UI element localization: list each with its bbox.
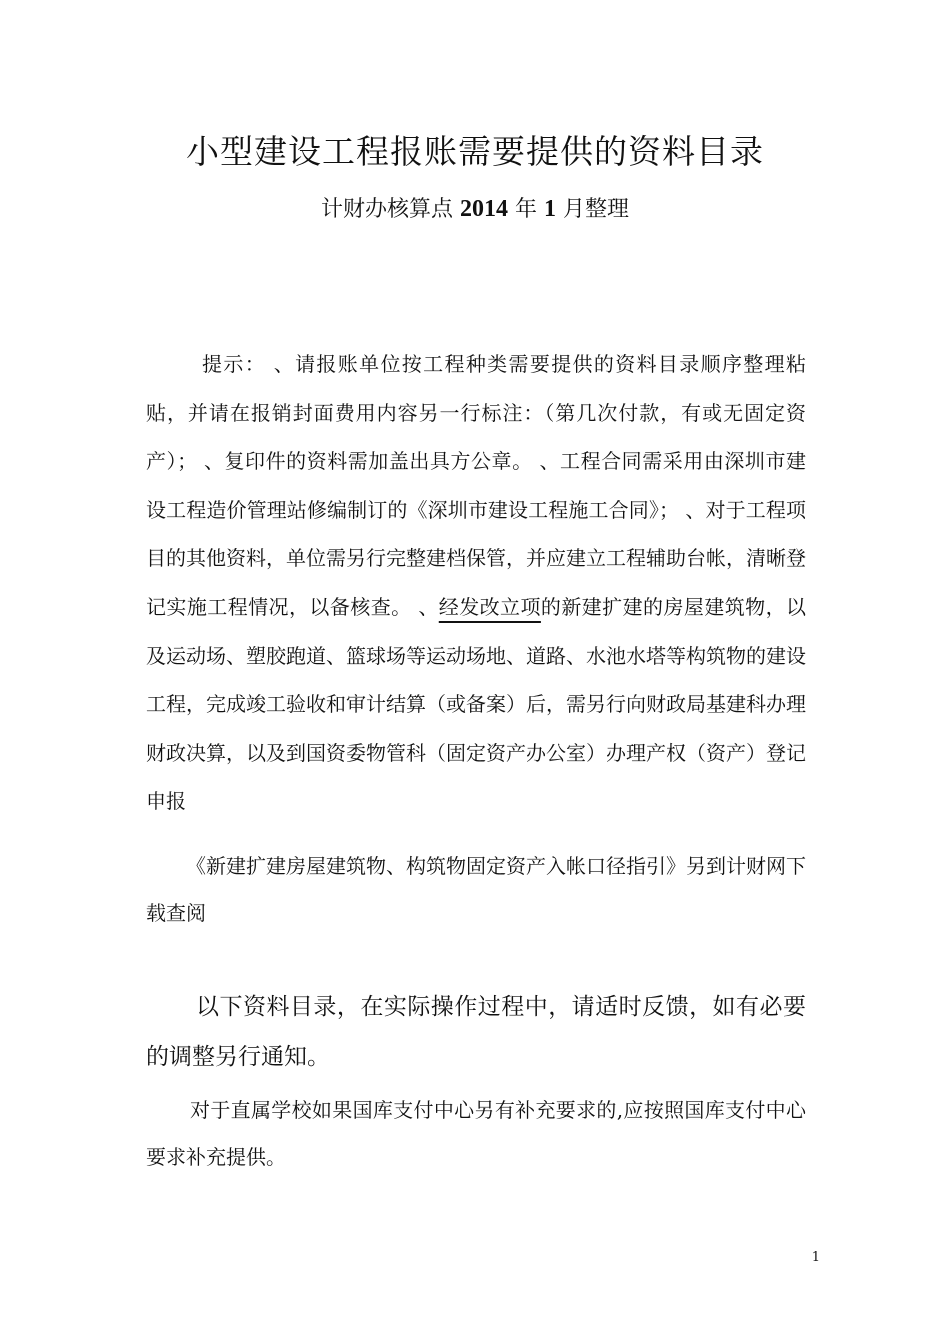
tips-underlined-text: 经发改立项 xyxy=(438,594,541,619)
tips-text-before: 提示： 、请报账单位按工程种类需要提供的资料目录顺序整理粘贴，并请在报销封面费用内容另一行标注：（第几次付款，有或无固定资产）； 、复印件的资料需加盖出具方公章。 、工程合同需采用由深圳市建设工程造价管理站修编制订的《深圳市建设工程施工合同》； 、对于工程项目的其他资料，单位需另行完整建档保管，并应建立工程辅助台帐，清晰登记实施工程情况，以备核查。 、 xyxy=(146,352,806,619)
subtitle-year: 2014 xyxy=(460,196,508,222)
school-paragraph: 对于直属学校如果国库支付中心另有补充要求的,应按照国库支付中心要求补充提供。 xyxy=(146,1098,806,1169)
page-number: 1 xyxy=(811,1250,820,1265)
document-subtitle xyxy=(0,190,950,229)
tips-text-after: 的新建扩建的房屋建筑物，以及运动场、塑胶跑道、篮球场等运动场地、道路、水池水塔等构筑物的建设工程，完成竣工验收和审计结算（或备案）后，需另行向财政局基建科办理财政决算，以及到国资委物管科（固定资产办公室）办理产权（资产）登记申报 xyxy=(146,594,807,814)
guide-paragraph: 《新建扩建房屋建筑物、构筑物固定资产入帐口径指引》另到计财网下载查阅 xyxy=(146,854,806,925)
subtitle-year-unit: 年 xyxy=(508,197,544,222)
tips-paragraph xyxy=(146,340,806,826)
subtitle-suffix: 月整理 xyxy=(556,197,629,222)
subtitle-prefix: 计财办核算点 xyxy=(321,197,460,222)
document-title: 小型建设工程报账需要提供的资料目录 xyxy=(186,132,764,171)
subtitle-month: 1 xyxy=(544,196,556,222)
notice-paragraph: 以下资料目录，在实际操作过程中，请适时反馈，如有必要的调整另行通知。 xyxy=(146,994,806,1070)
